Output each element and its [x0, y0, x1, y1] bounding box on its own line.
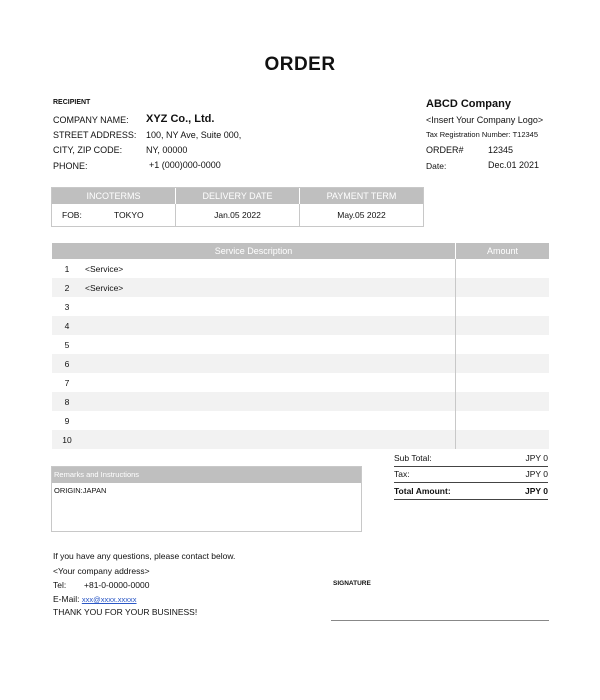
terms-value-row	[52, 204, 423, 226]
company-address-placeholder: <Your company address>	[53, 566, 150, 576]
recipient-heading: RECIPIENT	[53, 99, 91, 106]
signature-label: SIGNATURE	[333, 580, 371, 587]
email-link[interactable]: xxx@xxxx.xxxxx	[81, 595, 137, 604]
amount-column-divider	[455, 259, 456, 449]
table-row	[52, 335, 549, 354]
table-row	[52, 297, 549, 316]
row-number: 10	[62, 434, 72, 445]
payment-term-header: PAYMENT TERM	[326, 191, 397, 201]
logo-placeholder: <Insert Your Company Logo>	[426, 115, 544, 125]
tax-row	[394, 466, 548, 482]
company-name-value: XYZ Co., Ltd.	[146, 113, 215, 125]
table-row	[52, 259, 549, 278]
remarks-box	[51, 466, 362, 532]
row-description: <Service>	[85, 263, 124, 274]
tel-label: Tel:	[53, 580, 67, 590]
row-description: <Service>	[85, 282, 124, 293]
total-amount-value: JPY 0	[524, 486, 548, 496]
row-number: 1	[64, 263, 70, 274]
city-zip-value: NY, 00000	[146, 145, 188, 155]
street-address-label: STREET ADDRESS:	[53, 130, 137, 140]
company-name-label: COMPANY NAME:	[53, 115, 129, 125]
table-row	[52, 278, 549, 297]
incoterms-header: INCOTERMS	[52, 188, 176, 204]
subtotal-row	[394, 450, 548, 466]
table-row	[52, 316, 549, 335]
table-row	[52, 430, 549, 449]
service-description-header: Service Description	[52, 243, 455, 259]
order-number-value: 12345	[488, 145, 514, 155]
table-row	[52, 411, 549, 430]
subtotal-value: JPY 0	[525, 453, 548, 463]
incoterm-place: TOKYO	[114, 210, 144, 220]
delivery-date-value: Jan.05 2022	[176, 204, 300, 226]
email-row	[53, 594, 137, 604]
page-title: ORDER	[264, 54, 336, 75]
subtotal-label: Sub Total:	[394, 453, 432, 463]
total-amount-row	[394, 483, 548, 499]
row-number: 6	[64, 358, 70, 369]
payment-term-value: May.05 2022	[337, 210, 386, 220]
row-number: 7	[64, 377, 70, 388]
total-divider	[394, 499, 548, 500]
tax-value: JPY 0	[525, 469, 548, 479]
row-number: 2	[64, 282, 70, 293]
row-number: 8	[64, 396, 70, 407]
date-label: Date:	[426, 161, 447, 171]
thank-you-message: THANK YOU FOR YOUR BUSINESS!	[53, 607, 198, 617]
table-row	[52, 392, 549, 411]
incoterms-cell	[52, 204, 176, 226]
total-amount-label: Total Amount:	[394, 486, 451, 496]
date-value: Dec.01 2021	[488, 160, 540, 170]
signature-line[interactable]	[331, 620, 549, 621]
contact-intro: If you have any questions, please contact below.	[53, 551, 236, 561]
city-zip-label: CITY, ZIP CODE:	[53, 145, 123, 155]
amount-header: Amount	[456, 243, 549, 259]
row-number: 3	[64, 301, 70, 312]
table-row	[52, 373, 549, 392]
table-row	[52, 354, 549, 373]
email-label: E-Mail:	[53, 594, 80, 604]
row-number: 4	[64, 320, 70, 331]
phone-label: PHONE:	[53, 161, 88, 171]
street-address-value: 100, NY Ave, Suite 000,	[146, 130, 242, 140]
incoterm-code: FOB:	[62, 210, 82, 220]
issuer-company-name: ABCD Company	[426, 98, 511, 110]
phone-value: +1 (000)000-0000	[149, 160, 221, 170]
terms-header-row	[52, 188, 423, 204]
remarks-heading: Remarks and Instructions	[52, 467, 361, 483]
row-number: 5	[64, 339, 70, 350]
delivery-date-header: DELIVERY DATE	[176, 188, 300, 204]
terms-table	[51, 187, 424, 227]
remarks-text[interactable]: ORIGIN:JAPAN	[54, 486, 107, 495]
tel-value: +81-0-0000-0000	[84, 580, 150, 590]
row-number: 9	[64, 415, 70, 426]
tax-registration: Tax Registration Number: T12345	[426, 130, 539, 139]
order-number-label: ORDER#	[426, 145, 464, 155]
tax-label: Tax:	[394, 469, 410, 479]
